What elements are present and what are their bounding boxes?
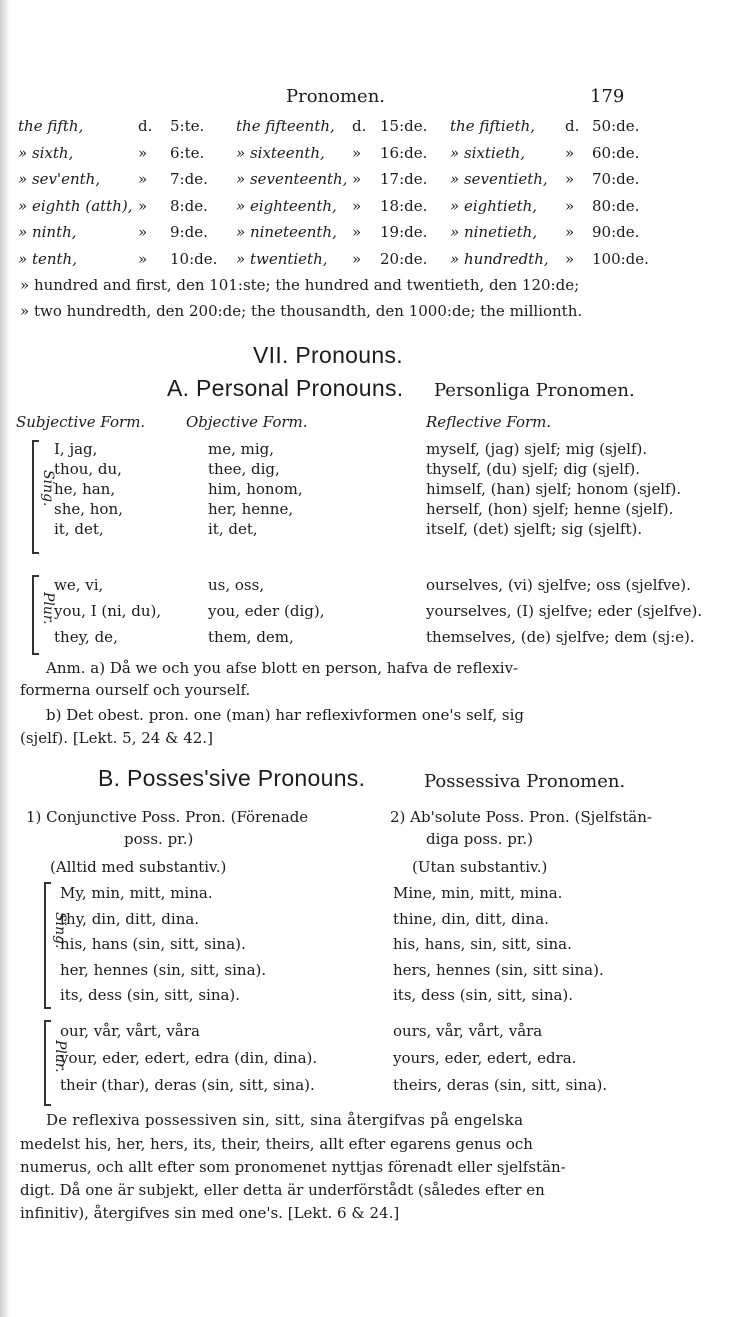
subjective-form: thou, du, <box>54 460 122 478</box>
objective-form: them, dem, <box>208 628 294 646</box>
conjunctive-possessive: our, vår, vårt, våra <box>60 1022 200 1040</box>
ordinal-ditto: » <box>565 249 575 268</box>
abs-heading-3: (Utan substantiv.) <box>412 858 548 876</box>
ordinal-english: the fifth, <box>18 117 84 135</box>
objective-form: it, det, <box>208 520 258 538</box>
note-a-line-1: Anm. a) Då we och you afse blott en person, hafva de reflexiv- <box>46 659 519 677</box>
ordinal-swedish: 10:de. <box>170 249 218 268</box>
poss-plur-brace <box>44 1020 51 1106</box>
reflective-form: yourselves, (I) sjelfve; eder (sjelfve). <box>426 602 703 620</box>
ordinal-ditto: » <box>352 223 362 241</box>
reflective-form: himself, (han) sjelf; honom (sjelf). <box>426 480 682 498</box>
ordinal-swedish: 80:de. <box>592 196 640 215</box>
poss-paragraph-line-5: infinitiv), återgifves sin med one's. [Lekt. 6 & 24.] <box>20 1204 400 1222</box>
poss-sing-brace <box>44 882 51 1009</box>
ordinal-ditto: » <box>138 196 148 215</box>
ordinal-ditto: » <box>352 249 362 268</box>
ordinal-swedish: 8:de. <box>170 196 208 215</box>
reflective-form: itself, (det) sjelft; sig (sjelft). <box>426 520 643 538</box>
absolute-possessive: ours, vår, vårt, våra <box>393 1022 543 1040</box>
conj-heading-3: (Alltid med substantiv.) <box>50 858 227 876</box>
poss-plur-label: Plur. <box>52 1040 68 1073</box>
ordinal-english: » eighteenth, <box>236 196 337 215</box>
ordinal-swedish: 60:de. <box>592 143 640 162</box>
sing-brace <box>32 440 39 554</box>
reflective-form: herself, (hon) sjelf; henne (sjelf). <box>426 500 674 518</box>
reflective-form: ourselves, (vi) sjelfve; oss (sjelfve). <box>426 576 691 594</box>
ordinal-ditto: » <box>138 170 148 188</box>
absolute-possessive: theirs, deras (sin, sitt, sina). <box>393 1076 608 1094</box>
ordinals-line-7: » hundred and first, den 101:ste; the hundred and twentieth, den 120:de; <box>20 276 580 294</box>
ordinal-ditto: » <box>565 196 575 215</box>
subjective-form: I, jag, <box>54 440 98 458</box>
ordinal-english: » ninth, <box>18 223 77 241</box>
ordinal-english: » sixth, <box>18 143 74 162</box>
ordinal-english: the fifteenth, <box>236 117 335 135</box>
abs-heading-2: diga poss. pr.) <box>426 830 534 848</box>
ordinal-swedish: 7:de. <box>170 170 208 188</box>
ordinal-swedish: 50:de. <box>592 117 640 135</box>
ordinal-ditto: » <box>565 223 575 241</box>
col-header-reflective: Reflective Form. <box>426 413 552 431</box>
poss-paragraph-line-2: medelst his, her, hers, its, their, theirs, allt efter egarens genus och <box>20 1135 533 1153</box>
page-number: 179 <box>590 86 625 107</box>
objective-form: you, eder (dig), <box>208 602 325 620</box>
col-header-objective: Objective Form. <box>186 413 308 431</box>
conjunctive-possessive: his, hans (sin, sitt, sina). <box>60 935 246 953</box>
note-a-line-2: formerna ourself och yourself. <box>20 681 251 699</box>
ordinal-ditto: » <box>138 249 148 268</box>
ordinal-english: » sixtieth, <box>450 143 526 162</box>
objective-form: thee, dig, <box>208 460 280 478</box>
ordinal-swedish: 9:de. <box>170 223 208 241</box>
ordinal-english: » sev'enth, <box>18 170 101 188</box>
ordinal-english: » nineteenth, <box>236 223 337 241</box>
ordinal-ditto: » <box>352 143 362 162</box>
ordinal-swedish: 5:te. <box>170 117 205 135</box>
note-b-line-2: (sjelf). [Lekt. 5, 24 & 42.] <box>20 729 213 747</box>
ordinal-ditto: » <box>138 223 148 241</box>
conjunctive-possessive: its, dess (sin, sitt, sina). <box>60 986 241 1004</box>
running-title: Pronomen. <box>286 86 386 107</box>
ordinal-english: » tenth, <box>18 249 77 268</box>
ordinal-english: » eighth (atth), <box>18 196 133 215</box>
ordinal-english: » ninetieth, <box>450 223 538 241</box>
absolute-possessive: yours, eder, edert, edra. <box>393 1049 577 1067</box>
conj-heading-1: 1) Conjunctive Poss. Pron. (Förenade <box>26 808 309 826</box>
abs-heading-1: 2) Ab'solute Poss. Pron. (Sjelfstän- <box>390 808 652 826</box>
ordinal-ditto: d. <box>352 117 367 135</box>
ordinal-swedish: 16:de. <box>380 143 428 162</box>
reflective-form: themselves, (de) sjelfve; dem (sj:e). <box>426 628 695 646</box>
absolute-possessive: its, dess (sin, sitt, sina). <box>393 986 574 1004</box>
ordinal-ditto: » <box>138 143 148 162</box>
conjunctive-possessive: their (thar), deras (sin, sitt, sina). <box>60 1076 315 1094</box>
subjective-form: he, han, <box>54 480 116 498</box>
poss-paragraph-line-3: numerus, och allt efter som pronomenet nyttjas förenadt eller sjelfstän- <box>20 1158 566 1176</box>
conjunctive-possessive: My, min, mitt, mina. <box>60 884 213 902</box>
col-header-subjective: Subjective Form. <box>16 413 146 431</box>
ordinal-swedish: 100:de. <box>592 249 649 268</box>
ordinal-swedish: 17:de. <box>380 170 428 188</box>
ordinal-swedish: 19:de. <box>380 223 428 241</box>
ordinal-english: » eightieth, <box>450 196 538 215</box>
subjective-form: they, de, <box>54 628 118 646</box>
section-vii-title: VII. Pronouns. <box>253 342 403 368</box>
conjunctive-possessive: your, eder, edert, edra (din, dina). <box>60 1049 318 1067</box>
note-b-line-1: b) Det obest. pron. one (man) har reflexivformen one's self, sig <box>46 706 524 724</box>
absolute-possessive: thine, din, ditt, dina. <box>393 909 549 928</box>
conjunctive-possessive: her, hennes (sin, sitt, sina). <box>60 960 267 979</box>
reflective-form: myself, (jag) sjelf; mig (sjelf). <box>426 440 648 458</box>
ordinal-swedish: 6:te. <box>170 143 205 162</box>
subjective-form: she, hon, <box>54 500 123 518</box>
plur-brace <box>32 575 39 655</box>
subjective-form: it, det, <box>54 520 104 538</box>
ordinal-english: » twentieth, <box>236 249 328 268</box>
section-a-subtitle: Personliga Pronomen. <box>434 380 635 401</box>
section-b-title: B. Posses'sive Pronouns. <box>98 765 366 791</box>
absolute-possessive: Mine, min, mitt, mina. <box>393 884 563 902</box>
poss-sing-label: Sing. <box>52 912 68 949</box>
ordinal-ditto: d. <box>138 117 153 135</box>
objective-form: him, honom, <box>208 480 303 498</box>
objective-form: us, oss, <box>208 576 265 594</box>
ordinals-line-8: » two hundredth, den 200:de; the thousandth, den 1000:de; the millionth. <box>20 302 583 320</box>
conj-heading-2: poss. pr.) <box>124 830 194 848</box>
ordinal-swedish: 15:de. <box>380 117 428 135</box>
section-b-subtitle: Possessiva Pronomen. <box>424 771 626 792</box>
reflective-form: thyself, (du) sjelf; dig (sjelf). <box>426 460 641 478</box>
page-edge-shadow <box>0 0 10 1317</box>
ordinal-english: » seventeenth, <box>236 170 348 188</box>
ordinal-english: » sixteenth, <box>236 143 325 162</box>
conjunctive-possessive: thy, din, ditt, dina. <box>60 909 200 928</box>
absolute-possessive: hers, hennes (sin, sitt sina). <box>393 960 604 979</box>
section-a-title: A. Personal Pronouns. <box>167 375 404 401</box>
ordinal-english: the fiftieth, <box>450 117 536 135</box>
ordinal-ditto: d. <box>565 117 580 135</box>
ordinal-swedish: 18:de. <box>380 196 428 215</box>
ordinal-english: » hundredth, <box>450 249 549 268</box>
ordinal-ditto: » <box>352 170 362 188</box>
poss-paragraph-line-1: De reflexiva possessiven sin, sitt, sina återgifvas på engelska <box>46 1111 524 1129</box>
plur-label: Plur. <box>40 592 56 625</box>
ordinal-english: » seventieth, <box>450 170 548 188</box>
sing-label: Sing. <box>40 470 56 507</box>
ordinal-ditto: » <box>565 170 575 188</box>
subjective-form: you, I (ni, du), <box>54 602 162 620</box>
objective-form: her, henne, <box>208 500 294 518</box>
ordinal-swedish: 20:de. <box>380 249 428 268</box>
ordinal-ditto: » <box>352 196 362 215</box>
objective-form: me, mig, <box>208 440 275 458</box>
subjective-form: we, vi, <box>54 576 104 594</box>
ordinal-swedish: 70:de. <box>592 170 640 188</box>
ordinal-swedish: 90:de. <box>592 223 640 241</box>
ordinal-ditto: » <box>565 143 575 162</box>
poss-paragraph-line-4: digt. Då one är subjekt, eller detta är underförstådt (således efter en <box>20 1181 545 1199</box>
absolute-possessive: his, hans, sin, sitt, sina. <box>393 935 572 953</box>
